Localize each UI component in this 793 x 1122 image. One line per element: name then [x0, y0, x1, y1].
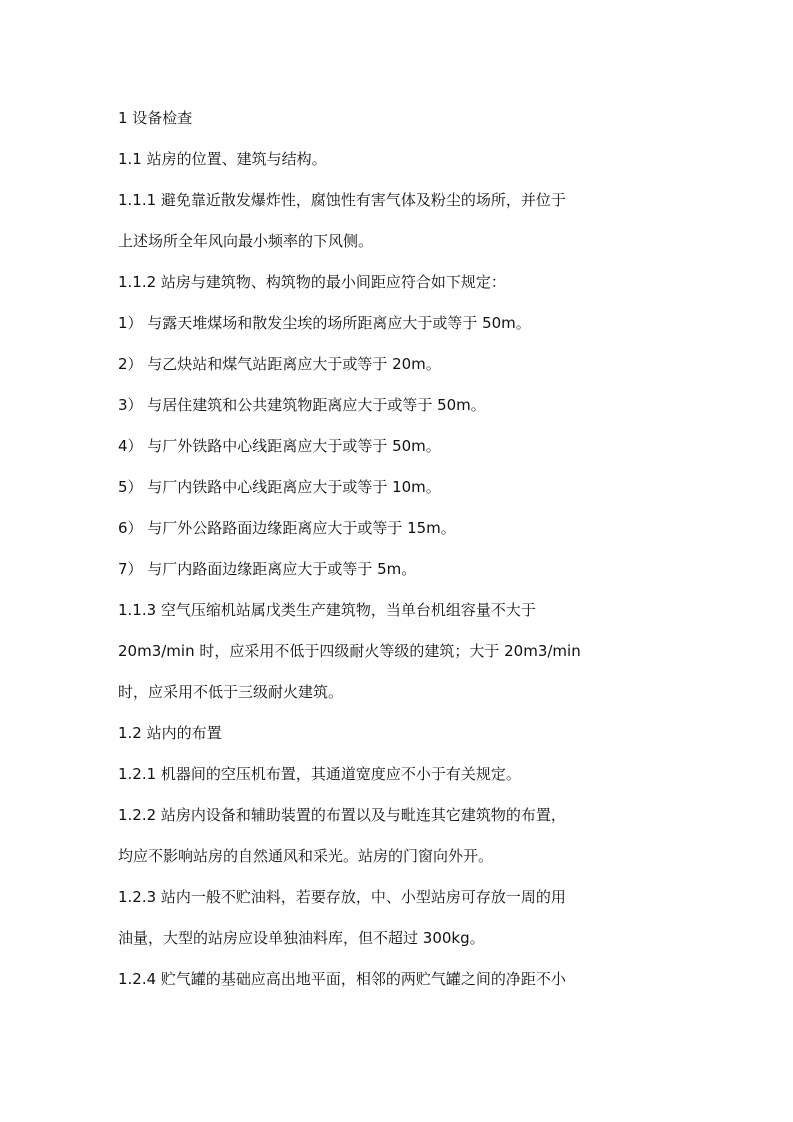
- paragraph-line: 1.1.3 空气压缩机站属戊类生产建筑物，当单台机组容量不大于: [118, 601, 536, 619]
- paragraph-line: 1.2.3 站内一般不贮油料，若要存放，中、小型站房可存放一周的用: [118, 888, 566, 906]
- paragraph-line: 时，应采用不低于三级耐火建筑。: [118, 683, 344, 701]
- paragraph-line: 1.2.2 站房内设备和辅助装置的布置以及与毗连其它建筑物的布置，: [118, 806, 566, 824]
- list-item: 2） 与乙炔站和煤气站距离应大于或等于 20m。: [118, 355, 441, 373]
- paragraph-line: 上述场所全年风向最小频率的下风侧。: [118, 232, 374, 250]
- section-heading: 1 设备检查: [118, 109, 193, 127]
- document-body: [118, 98, 678, 1000]
- list-item: 4） 与厂外铁路中心线距离应大于或等于 50m。: [118, 437, 441, 455]
- paragraph-line: 油量，大型的站房应设单独油料库，但不超过 300kg。: [118, 929, 485, 947]
- list-item: 5） 与厂内铁路中心线距离应大于或等于 10m。: [118, 478, 441, 496]
- paragraph-line: 1.2.4 贮气罐的基础应高出地平面，相邻的两贮气罐之间的净距不小: [118, 970, 566, 988]
- paragraph-line: 1.1.1 避免靠近散发爆炸性，腐蚀性有害气体及粉尘的场所，并位于: [118, 191, 566, 209]
- list-item: 3） 与居住建筑和公共建筑物距离应大于或等于 50m。: [118, 396, 486, 414]
- subsection-heading: 1.1 站房的位置、建筑与结构。: [118, 150, 327, 168]
- subsection-heading: 1.2 站内的布置: [118, 724, 222, 742]
- paragraph-line: 1.2.1 机器间的空压机布置，其通道宽度应不小于有关规定。: [118, 765, 521, 783]
- list-item: 7） 与厂内路面边缘距离应大于或等于 5m。: [118, 560, 417, 578]
- list-item: 1） 与露天堆煤场和散发尘埃的场所距离应大于或等于 50m。: [118, 314, 531, 332]
- paragraph-line: 20m3/min 时，应采用不低于四级耐火等级的建筑；大于 20m3/min: [118, 642, 581, 660]
- paragraph-line: 均应不影响站房的自然通风和采光。站房的门窗向外开。: [118, 847, 494, 865]
- list-item: 6） 与厂外公路路面边缘距离应大于或等于 15m。: [118, 519, 456, 537]
- paragraph-line: 1.1.2 站房与建筑物、构筑物的最小间距应符合如下规定：: [118, 273, 506, 291]
